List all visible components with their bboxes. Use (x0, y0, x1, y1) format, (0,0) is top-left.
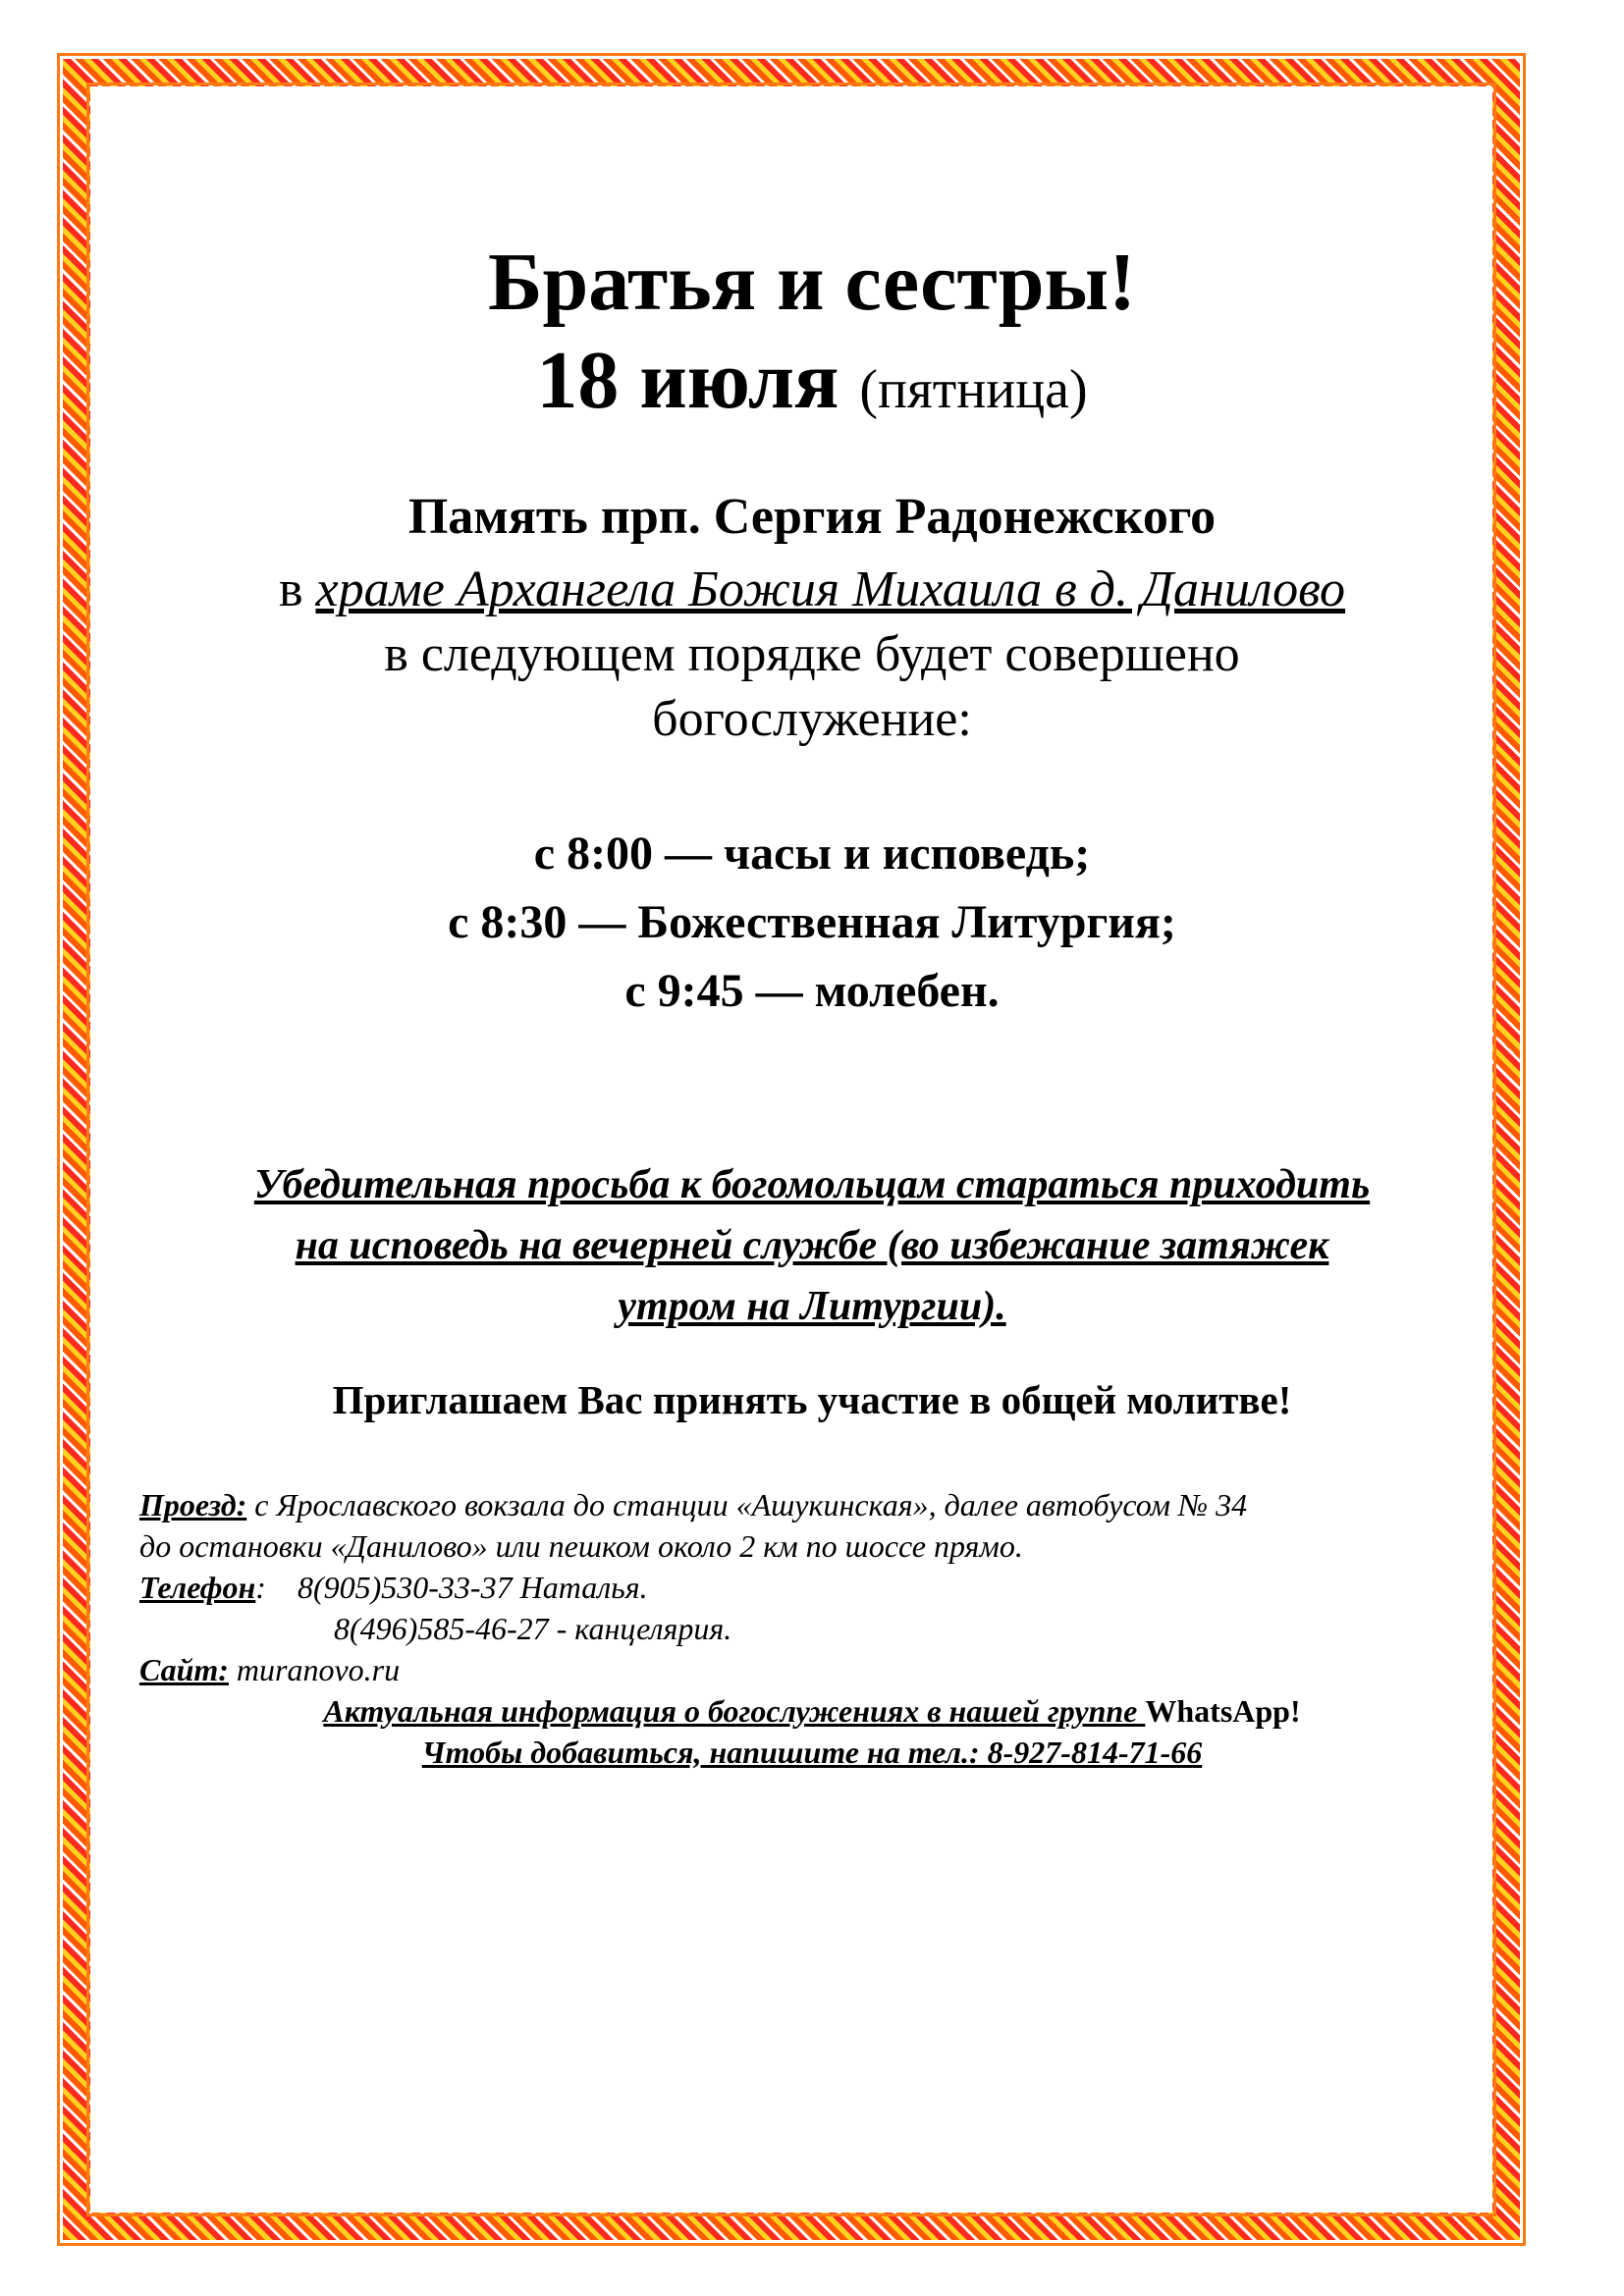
site-label: Сайт: (139, 1652, 229, 1687)
request-line: на исповедь на вечерней службе (во избежание затяжек (295, 1223, 1329, 1268)
phone-2: 8(496)585-46-27 - канцелярия. (334, 1611, 732, 1646)
church-prefix: в (278, 561, 303, 617)
invitation: Приглашаем Вас принять участие в общей молитве! (332, 1377, 1292, 1422)
schedule-item: с 8:00 — часы и исповедь; (533, 828, 1091, 880)
route-label: Проезд: (139, 1487, 247, 1522)
whatsapp-add: Чтобы добавиться, напишите на тел.: 8-927-814-71-66 (421, 1735, 1203, 1770)
intro-line-3: в следующем порядке будет совершено (384, 626, 1240, 682)
date-value: 18 июля (536, 335, 839, 426)
request-line: Убедительная просьба к богомольцам стараться приходить (253, 1162, 1371, 1207)
schedule-item: с 8:30 — Божественная Литургия; (448, 896, 1176, 948)
church-name: храме Архангела Божия Михаила в д. Данилово (315, 561, 1346, 617)
route-text: с Ярославского вокзала до станции «Ашукинская», далее автобусом № 34 (246, 1487, 1248, 1522)
schedule-item: с 9:45 — молебен. (624, 965, 1000, 1017)
request-line: утром на Литургии). (618, 1284, 1006, 1329)
church-line (118, 560, 1506, 620)
intro-line-4: богослужение: (652, 691, 972, 747)
weekday: (пятница) (859, 359, 1088, 420)
event-date (118, 334, 1506, 437)
phone-1: 8(905)530-33-37 Наталья. (297, 1570, 648, 1605)
whatsapp-name: WhatsApp! (1145, 1693, 1301, 1729)
site-link[interactable]: muranovo.ru (236, 1652, 401, 1687)
route-text-2: до остановки «Данилово» или пешком около 2 км по шоссе прямо. (139, 1528, 1023, 1564)
page-title: Братья и сестры! (487, 237, 1137, 328)
phone-label: Телефон (139, 1570, 256, 1605)
feast-name: Память прп. Сергия Радонежского (407, 489, 1217, 545)
whatsapp-info (118, 1690, 1506, 1773)
whatsapp-text: Актуальная информация о богослужениях в нашей группе (323, 1693, 1146, 1729)
route-info: Проезд: с Ярославского вокзала до станции «Ашукинская», далее автобусом № 34 до остановки «Данилово» или пешком около 2 км по шоссе прямо. Телефон: 8(905)530-33-37 Наталья. 8(496)585-46-27 - канцелярия. Сайт: muranovo.ru (139, 1484, 1514, 1690)
request-note (118, 1154, 1506, 1337)
